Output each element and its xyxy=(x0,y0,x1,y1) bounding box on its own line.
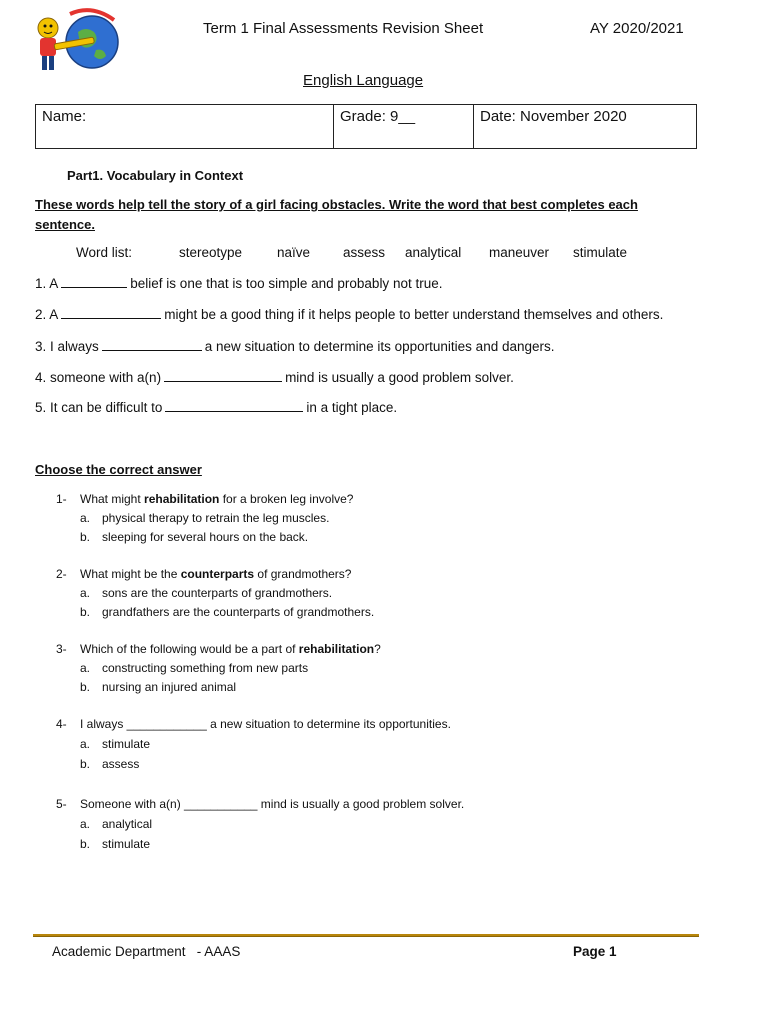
word-item: maneuver xyxy=(489,245,550,260)
subject-heading: English Language xyxy=(303,72,424,89)
grade-label: Grade: 9__ xyxy=(340,108,416,125)
document-title: Term 1 Final Assessments Revision Sheet xyxy=(203,20,484,37)
sentence-text: in a tight place. xyxy=(306,400,398,415)
school-logo xyxy=(30,6,130,80)
answer-blank[interactable] xyxy=(61,286,127,288)
sentence-text: 2. A xyxy=(35,307,59,322)
footer-divider xyxy=(33,934,699,937)
sentence-text: mind is usually a good problem solver. xyxy=(285,370,514,385)
date-label: Date: November 2020 xyxy=(480,108,627,125)
page-number: Page 1 xyxy=(573,944,617,959)
word-item: stereotype xyxy=(179,245,243,260)
part2-heading: Choose the correct answer xyxy=(35,462,202,477)
part1-instructions: These words help tell the story of a girl facing obstacles. Write the word that best completes each sentence. xyxy=(35,197,638,232)
option-a[interactable]: a. sons are the counterparts of grandmothers. xyxy=(80,586,333,600)
word-item: naïve xyxy=(277,245,311,260)
sentence-text: 1. A xyxy=(35,276,59,291)
option-b[interactable]: b. assess xyxy=(80,757,140,771)
part1-heading: Part1. Vocabulary in Context xyxy=(67,168,244,183)
sentence-3 xyxy=(35,339,555,354)
sentence-2 xyxy=(35,307,663,322)
word-item: stimulate xyxy=(573,245,628,260)
name-label: Name: xyxy=(42,108,87,125)
option-a[interactable]: a. constructing something from new parts xyxy=(80,661,309,675)
grade-field[interactable] xyxy=(334,105,474,148)
sentence-4 xyxy=(35,370,514,385)
answer-blank[interactable] xyxy=(102,349,202,351)
sentence-text: 4. someone with a(n) xyxy=(35,370,162,385)
academic-year: AY 2020/2021 xyxy=(590,20,684,37)
word-list xyxy=(76,245,627,260)
option-a[interactable]: a. physical therapy to retrain the leg muscles. xyxy=(80,511,330,525)
answer-blank[interactable] xyxy=(164,380,282,382)
question-text: I always ____________ a new situation to determine its opportunities. xyxy=(80,717,451,731)
question-number: 1- xyxy=(56,492,67,506)
date-field xyxy=(474,105,696,148)
option-b[interactable]: b. sleeping for several hours on the back. xyxy=(80,530,309,544)
sentence-5 xyxy=(35,400,397,415)
question-text: What might rehabilitation for a broken leg involve? xyxy=(80,492,354,506)
sentence-1 xyxy=(35,276,442,291)
question-number: 2- xyxy=(56,567,67,581)
question-text: What might be the counterparts of grandmothers? xyxy=(80,567,352,581)
word-item: analytical xyxy=(405,245,462,260)
answer-blank[interactable] xyxy=(165,410,303,412)
question-text: Which of the following would be a part of rehabilitation? xyxy=(80,642,381,656)
answer-blank[interactable] xyxy=(61,317,161,319)
sentence-text: might be a good thing if it helps people to better understand themselves and others. xyxy=(164,307,664,322)
option-b[interactable]: b. nursing an injured animal xyxy=(80,680,237,694)
option-b[interactable]: b. grandfathers are the counterparts of grandmothers. xyxy=(80,605,375,619)
sentence-text: belief is one that is too simple and probably not true. xyxy=(130,276,443,291)
question-number: 3- xyxy=(56,642,67,656)
question-number: 5- xyxy=(56,797,67,811)
option-a[interactable]: a. analytical xyxy=(80,817,153,831)
question-number: 4- xyxy=(56,717,67,731)
sentence-text: 3. I always xyxy=(35,339,99,354)
word-list-label: Word list: xyxy=(76,245,133,260)
question-text: Someone with a(n) ___________ mind is usually a good problem solver. xyxy=(80,797,465,811)
option-a[interactable]: a. stimulate xyxy=(80,737,151,751)
student-info-table xyxy=(35,104,697,149)
name-field[interactable] xyxy=(36,105,334,148)
sentence-text: 5. It can be difficult to xyxy=(35,400,163,415)
option-b[interactable]: b. stimulate xyxy=(80,837,151,851)
sentence-text: a new situation to determine its opportunities and dangers. xyxy=(204,339,555,354)
footer-department: Academic Department - AAAS xyxy=(52,944,241,959)
word-item: assess xyxy=(343,245,386,260)
